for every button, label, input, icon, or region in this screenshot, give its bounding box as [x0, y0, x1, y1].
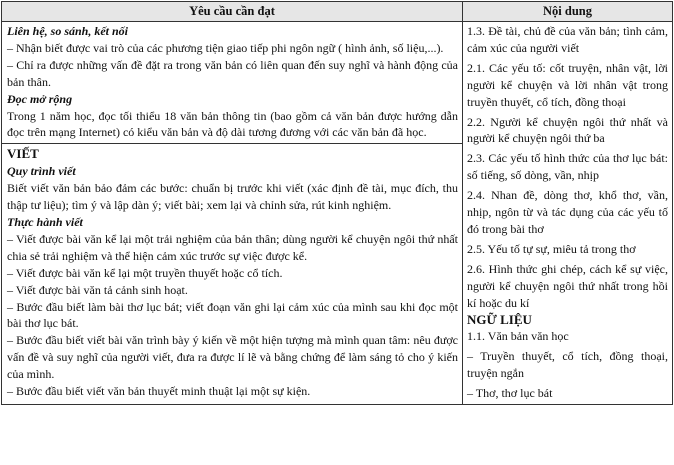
body-row	[2, 22, 673, 405]
list-item: – Bước đầu biết làm bài thơ lục bát; viết đoạn văn ghi lại cảm xúc của mình sau khi đọc một bài thơ lục bát.	[7, 299, 458, 331]
section-title-thuc-hanh: Thực hành viết	[7, 214, 83, 229]
paragraph-quy-trinh: Biết viết văn bản bảo đảm các bước: chuẩn bị trước khi viết (xác định đề tài, mục đích, thu thập tư liệu); tìm ý và lập dàn ý; viết bài; xem lại và chỉnh sửa, rút kinh nghiệm.	[7, 181, 458, 213]
curriculum-table	[1, 1, 673, 405]
header-row	[2, 2, 673, 22]
content-item: 2.3. Các yếu tố hình thức của thơ lục bát: số tiếng, số dòng, vần, nhịp	[467, 151, 668, 183]
list-item: – Viết được bài văn kể lại một truyền thuyết hoặc cổ tích.	[7, 265, 283, 280]
content-item: 2.2. Người kể chuyện ngôi thứ nhất và người kể chuyện ngôi thứ ba	[467, 114, 668, 146]
content-cell	[463, 22, 673, 405]
ngu-lieu-item: 1.1. Văn bản văn học	[467, 329, 569, 344]
requirements-cell	[2, 22, 463, 405]
divider	[2, 143, 462, 400]
section-title-lien-he: Liên hệ, so sánh, kết nối	[7, 24, 129, 38]
section-title-doc-mo-rong: Đọc mở rộng	[7, 91, 73, 106]
header-requirements: Yêu cầu cần đạt	[2, 2, 463, 22]
list-item: – Bước đầu biết viết bài văn trình bày ý kiến về một hiện tượng mà mình quan tâm: nêu được vấn đề và suy nghĩ của người viết, đưa ra được lí lẽ và bằng chứng để làm sáng tỏ cho ý kiến của mình.	[7, 333, 458, 382]
list-item: – Viết được bài văn kể lại một trải nghiệm của bản thân; dùng người kể chuyện ngôi thứ nhất chia sẻ trải nghiệm và thể hiện cảm xúc trước sự việc được kể.	[7, 231, 458, 263]
content-item: 2.5. Yếu tố tự sự, miêu tả trong thơ	[467, 241, 636, 256]
ngu-lieu-item: – Thơ, thơ lục bát	[467, 386, 553, 401]
list-item: – Nhận biết được vai trò của các phương tiện giao tiếp phi ngôn ngữ ( hình ảnh, số liệu,...).	[7, 40, 444, 55]
section-title-quy-trinh: Quy trình viết	[7, 164, 76, 179]
list-item: – Viết được bài văn tả cảnh sinh hoạt.	[7, 282, 188, 297]
content-item: 2.1. Các yếu tố: cốt truyện, nhân vật, lời người kể chuyện và lời nhân vật trong truyền thuyết, cổ tích, đồng thoại	[467, 60, 668, 109]
content-item: 2.6. Hình thức ghi chép, cách kể sự việc, người kể chuyện ngôi thứ nhất trong hồi kí hoặc du kí	[467, 261, 668, 310]
list-item: – Bước đầu biết viết văn bản thuyết minh thuật lại một sự kiện.	[7, 384, 311, 399]
section-heading-ngu-lieu: NGỮ LIỆU	[467, 311, 532, 327]
ngu-lieu-item: – Truyền thuyết, cổ tích, đồng thoại, truyện ngắn	[467, 349, 668, 381]
section-heading-viet: VIẾT	[7, 146, 39, 162]
content-item: 2.4. Nhan đề, dòng thơ, khổ thơ, vần, nhịp, ngôn từ và tác dụng của các yếu tố đó trong bài thơ	[467, 188, 668, 236]
header-content: Nội dung	[463, 2, 673, 22]
content-item: 1.3. Đề tài, chủ đề của văn bản; tình cảm, cảm xúc của người viết	[467, 24, 668, 55]
paragraph-doc-mo-rong: Trong 1 năm học, đọc tối thiểu 18 văn bản thông tin (bao gồm cả văn bản được hướng dẫn đọc trên mạng Internet) có kiểu văn bản và độ dài tương đương với các văn bản đã học.	[7, 108, 458, 140]
list-item: – Chỉ ra được những vấn đề đặt ra trong văn bản có liên quan đến suy nghĩ và hành động của bản thân.	[7, 57, 458, 89]
